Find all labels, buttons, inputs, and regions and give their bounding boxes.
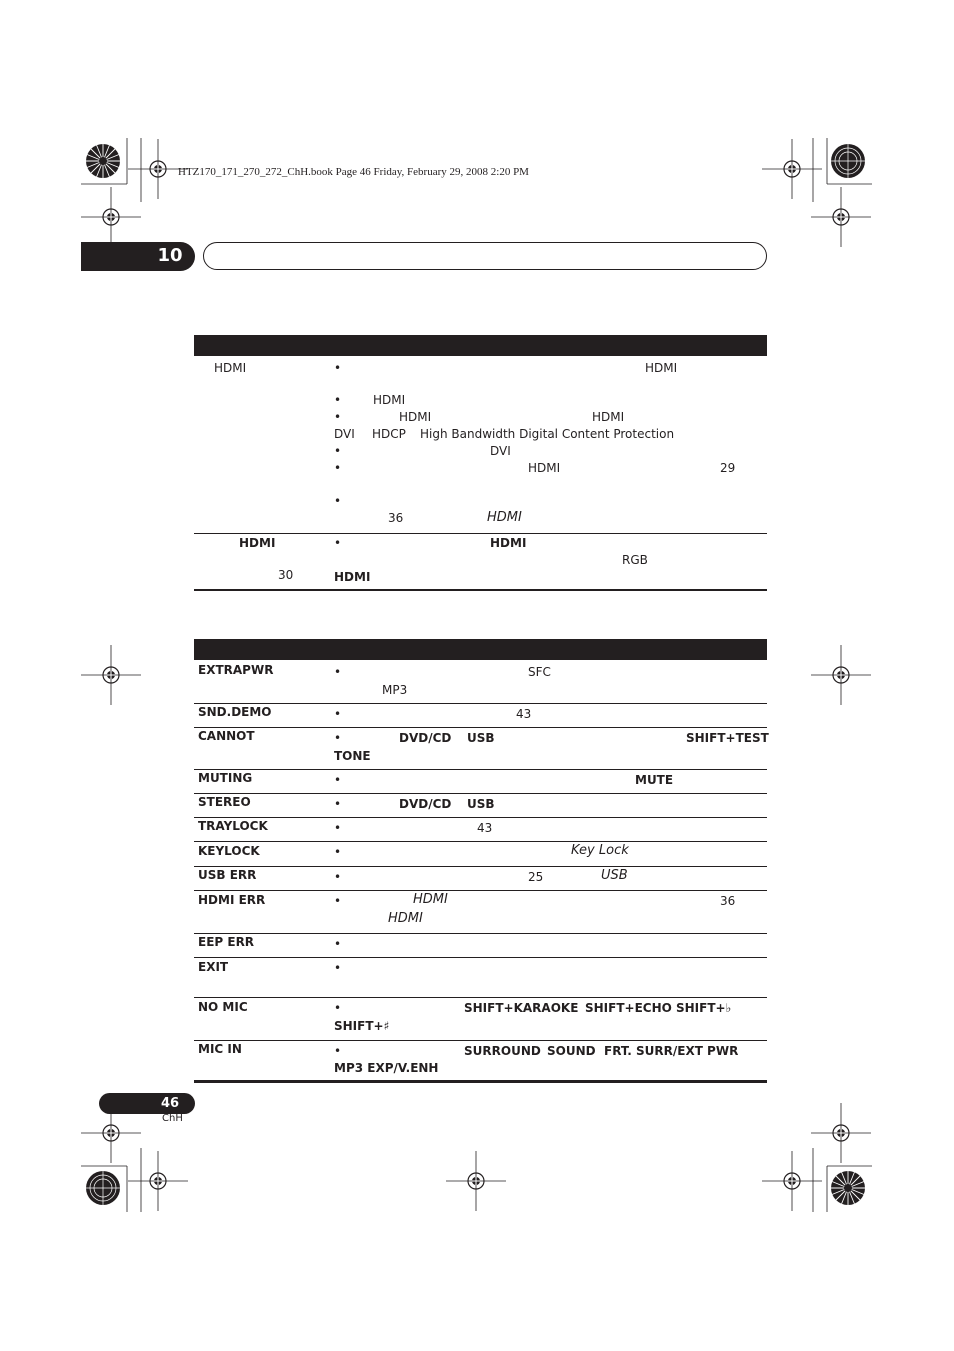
- page-ref: 30: [278, 568, 294, 582]
- page-ref: 43: [516, 707, 532, 721]
- table1-bottom-rule: [194, 589, 767, 591]
- table1-text: HDMI: [334, 570, 371, 584]
- page-number: 46: [160, 1096, 180, 1111]
- bullet: •: [334, 494, 342, 508]
- message-code: CANNOT: [198, 729, 255, 743]
- bullet: •: [334, 961, 342, 975]
- message-code: MIC IN: [198, 1042, 242, 1056]
- message-code: EXIT: [198, 960, 229, 974]
- message-text: SHIFT+♯: [334, 1019, 390, 1033]
- row-divider: [194, 703, 767, 704]
- bullet: •: [334, 707, 342, 721]
- bullet: •: [334, 731, 342, 745]
- message-text: FRT. SURR/EXT PWR: [604, 1044, 739, 1058]
- row-divider: [194, 890, 767, 891]
- table1-text: DVI: [334, 427, 355, 441]
- table2-header-bar: [194, 639, 767, 660]
- bullet: •: [334, 361, 342, 375]
- table1-header-bar: [194, 335, 767, 356]
- section-ref: Key Lock: [571, 843, 629, 858]
- table1-text: High Bandwidth Digital Content Protection: [420, 427, 675, 441]
- row-divider: [194, 957, 767, 958]
- bullet: •: [334, 410, 342, 424]
- table1-text: HDMI: [399, 410, 432, 424]
- message-code: USB ERR: [198, 868, 257, 882]
- bullet: •: [334, 797, 342, 811]
- message-text: MP3 EXP/V.ENH: [334, 1061, 439, 1075]
- page-ref: 29: [720, 461, 736, 475]
- table1-text: HDMI: [373, 393, 406, 407]
- bullet: •: [334, 937, 342, 951]
- bullet: •: [334, 821, 342, 835]
- bullet: •: [334, 393, 342, 407]
- message-text: MUTE: [635, 773, 674, 787]
- bullet: •: [334, 845, 342, 859]
- message-text: SURROUND: [464, 1044, 541, 1058]
- message-text: SHIFT+♭: [676, 1001, 732, 1015]
- bullet: •: [334, 444, 342, 458]
- row-divider: [194, 817, 767, 818]
- message-text: TONE: [334, 749, 371, 763]
- row-divider: [194, 793, 767, 794]
- section-ref: HDMI: [487, 510, 522, 525]
- page-ref: 43: [477, 821, 493, 835]
- chapter-title-box: [203, 242, 767, 270]
- table2-bottom-rule: [194, 1080, 767, 1083]
- language-code: ChH: [162, 1113, 183, 1124]
- message-text: DVD/CD: [399, 797, 452, 811]
- bullet: •: [334, 894, 342, 908]
- page-ref: 36: [720, 894, 736, 908]
- table1-text: HDMI: [592, 410, 625, 424]
- table1-text: HDMI: [490, 536, 527, 550]
- bullet: •: [334, 461, 342, 475]
- section-ref: USB: [601, 868, 628, 883]
- row-divider: [194, 727, 767, 728]
- row-divider: [194, 997, 767, 998]
- section-ref: HDMI: [413, 892, 448, 907]
- row-divider: [194, 841, 767, 842]
- message-text: MP3: [382, 683, 408, 697]
- message-code: EEP ERR: [198, 935, 255, 949]
- message-code: NO MIC: [198, 1000, 248, 1014]
- table1-text: RGB: [622, 553, 648, 567]
- bullet: •: [334, 773, 342, 787]
- message-text: SFC: [528, 665, 551, 679]
- table1-row-divider: [194, 533, 767, 534]
- row-divider: [194, 866, 767, 867]
- row-divider: [194, 769, 767, 770]
- message-code: SND.DEMO: [198, 705, 272, 719]
- table1-text: HDMI: [645, 361, 678, 375]
- message-text: USB: [467, 797, 495, 811]
- message-text: SHIFT+KARAOKE: [464, 1001, 579, 1015]
- table1-text: HDCP: [372, 427, 406, 441]
- message-code: KEYLOCK: [198, 844, 260, 858]
- message-code: TRAYLOCK: [198, 819, 268, 833]
- section-ref: HDMI: [388, 911, 423, 926]
- bullet: •: [334, 665, 342, 679]
- bullet: •: [334, 870, 342, 884]
- bullet: •: [334, 536, 342, 550]
- page-ref: 25: [528, 870, 544, 884]
- bullet: •: [334, 1001, 342, 1015]
- message-text: DVD/CD: [399, 731, 452, 745]
- row-divider: [194, 1040, 767, 1041]
- message-text: SHIFT+TEST: [686, 731, 769, 745]
- chapter-number: 10: [157, 245, 183, 266]
- print-slug: HTZ170_171_270_272_ChH.book Page 46 Friday, February 29, 2008 2:20 PM: [178, 166, 529, 178]
- message-code: EXTRAPWR: [198, 663, 274, 677]
- table1-row2-left: HDMI: [239, 536, 276, 550]
- message-code: HDMI ERR: [198, 893, 266, 907]
- table1-row1-left: HDMI: [214, 361, 247, 375]
- bullet: •: [334, 1044, 342, 1058]
- table1-text: HDMI: [528, 461, 561, 475]
- page-ref: 36: [388, 511, 404, 525]
- message-code: MUTING: [198, 771, 253, 785]
- message-text: SHIFT+ECHO: [585, 1001, 672, 1015]
- table1-text: DVI: [490, 444, 511, 458]
- message-text: SOUND: [547, 1044, 596, 1058]
- row-divider: [194, 933, 767, 934]
- message-code: STEREO: [198, 795, 251, 809]
- message-text: USB: [467, 731, 495, 745]
